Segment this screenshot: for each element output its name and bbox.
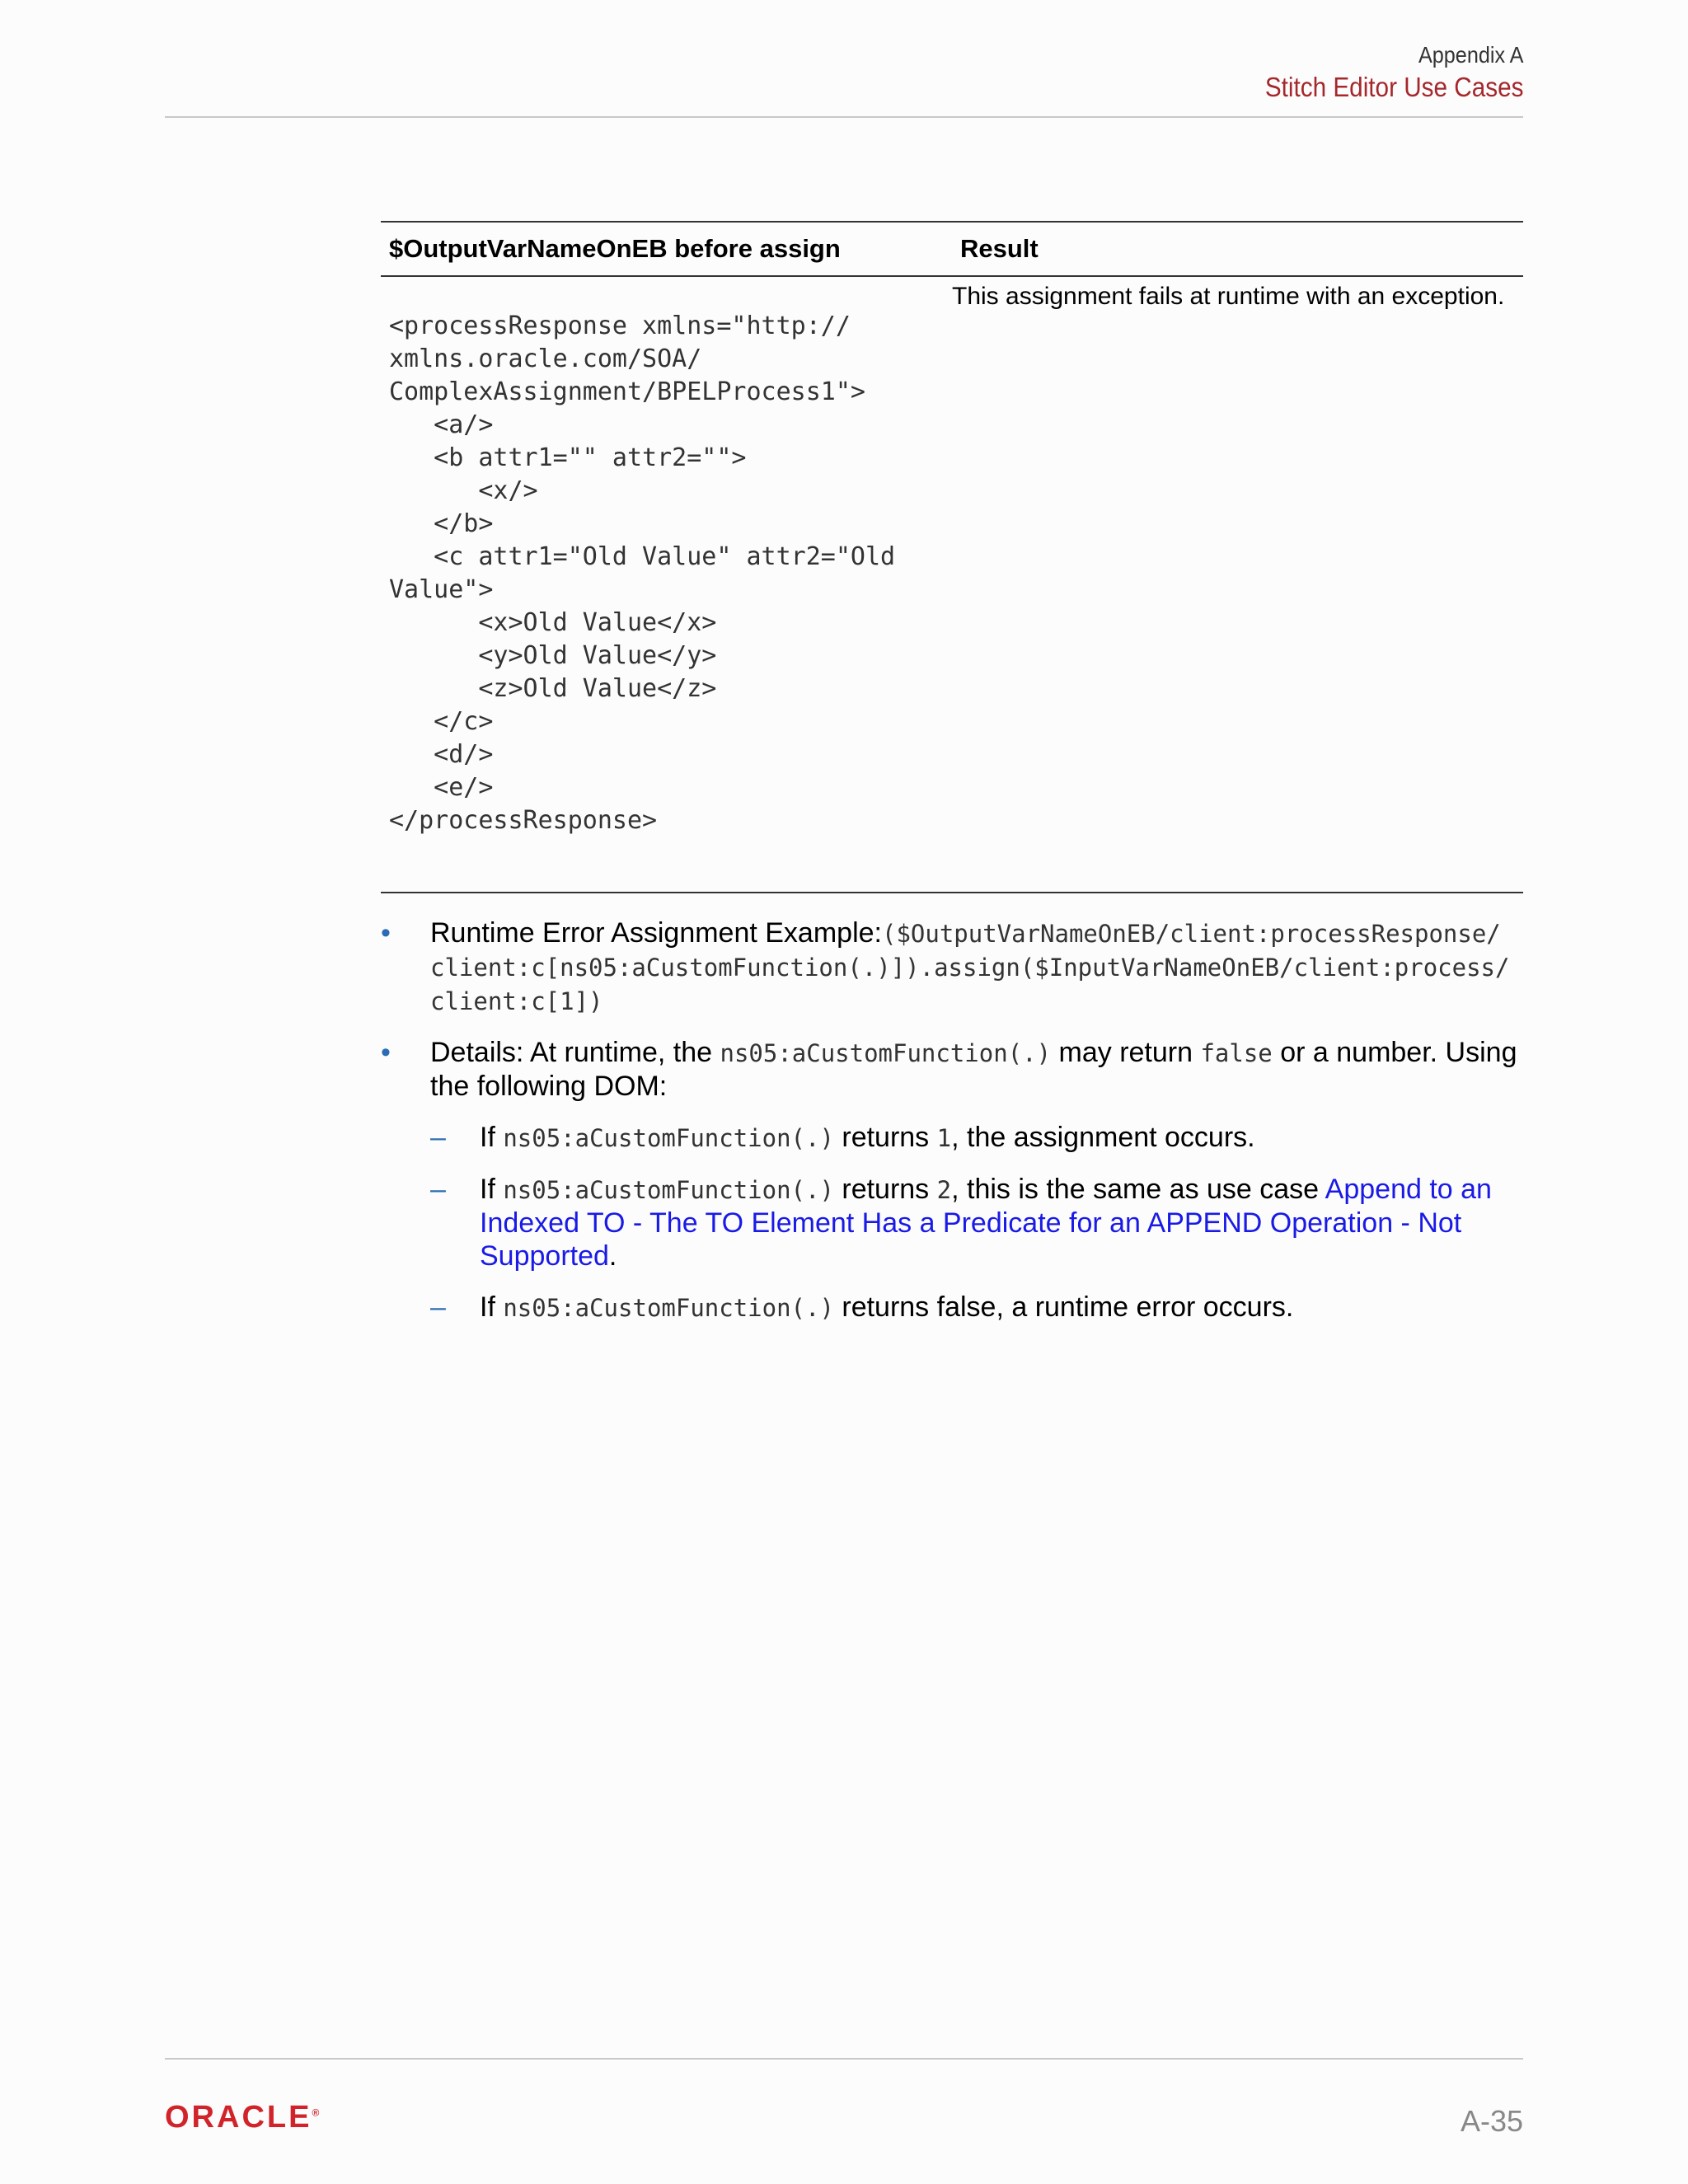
assignment-table <box>381 221 1523 893</box>
sub-text: returns <box>833 1122 937 1153</box>
table-bottom-rule <box>381 892 1523 893</box>
page-number: A-35 <box>1460 2104 1523 2138</box>
sub-text: If <box>480 1291 504 1323</box>
xml-code-block: <processResponse xmlns="http:// xmlns.oracle.com/SOA/ ComplexAssignment/BPELProcess1"> <a/> <b attr1="" attr2=""> <x/> </b> <c attr1="Old Value" attr2="Old Value"> <x>Old Value</x> <y>Old Value</y> <z>Old Value</z> </c> <d/> <e/> </processResponse> <box>389 312 896 835</box>
table-row <box>381 277 1523 892</box>
sub-text: If <box>480 1122 504 1153</box>
column-header-before-assign: $OutputVarNameOnEB before assign <box>389 234 841 263</box>
example-code: ($OutputVarNameOnEB/client:processResponse/ client:c[ns05:aCustomFunction(.)]).assign($InputVarNameOnEB/client:process/ client:c[1]) <box>430 920 1510 1015</box>
sub-text: , the assignment occurs. <box>951 1122 1255 1153</box>
sub-list-item <box>430 1173 1523 1272</box>
footer-rule <box>165 2058 1523 2060</box>
sub-list-item <box>430 1121 1523 1155</box>
sub-text: , this is the same as use case <box>951 1174 1325 1205</box>
example-label: Runtime Error Assignment Example: <box>430 917 882 949</box>
page-header <box>1236 41 1523 105</box>
dash-icon: – <box>430 1122 446 1153</box>
appendix-label: Appendix A <box>1418 42 1523 68</box>
details-text: or a number. Using the following DOM: <box>430 1037 1517 1102</box>
inline-code: ns05:aCustomFunction(.) <box>720 1039 1052 1067</box>
bullet-icon: • <box>381 917 391 949</box>
sub-list-item <box>430 1291 1523 1324</box>
table-header-row <box>381 223 1523 275</box>
dash-icon: – <box>430 1174 446 1205</box>
details-text: Details: At runtime, the <box>430 1037 720 1068</box>
code-cell <box>381 277 944 892</box>
inline-code: 1 <box>936 1124 952 1152</box>
sub-text: returns false, a runtime error occurs. <box>833 1291 1294 1323</box>
inline-code: 2 <box>936 1176 952 1204</box>
result-cell: This assignment fails at runtime with an exception. <box>952 283 1505 310</box>
dash-icon: – <box>430 1291 446 1323</box>
sub-text: If <box>480 1174 504 1205</box>
header-rule <box>165 116 1523 118</box>
use-case-link[interactable]: Append to an Indexed TO - The TO Element Has a Predicate for an APPEND Operation - Not Supported <box>480 1174 1492 1272</box>
details-text: may return <box>1051 1037 1201 1068</box>
sub-text: returns <box>833 1174 937 1205</box>
section-title: Stitch Editor Use Cases <box>1264 72 1523 102</box>
list-item <box>381 916 1523 1018</box>
sub-text: . <box>608 1240 617 1272</box>
column-header-result: Result <box>960 234 1039 263</box>
inline-code: ns05:aCustomFunction(.) <box>503 1176 834 1204</box>
inline-code: ns05:aCustomFunction(.) <box>503 1124 834 1152</box>
bullet-icon: • <box>381 1037 391 1068</box>
logo-text: ORACLE <box>165 2100 312 2135</box>
inline-code: ns05:aCustomFunction(.) <box>503 1294 834 1322</box>
inline-code: false <box>1200 1039 1273 1067</box>
list-item <box>381 1036 1523 1324</box>
oracle-logo <box>165 2100 319 2135</box>
registered-mark: ® <box>312 2107 320 2119</box>
bullet-list <box>381 916 1523 1343</box>
